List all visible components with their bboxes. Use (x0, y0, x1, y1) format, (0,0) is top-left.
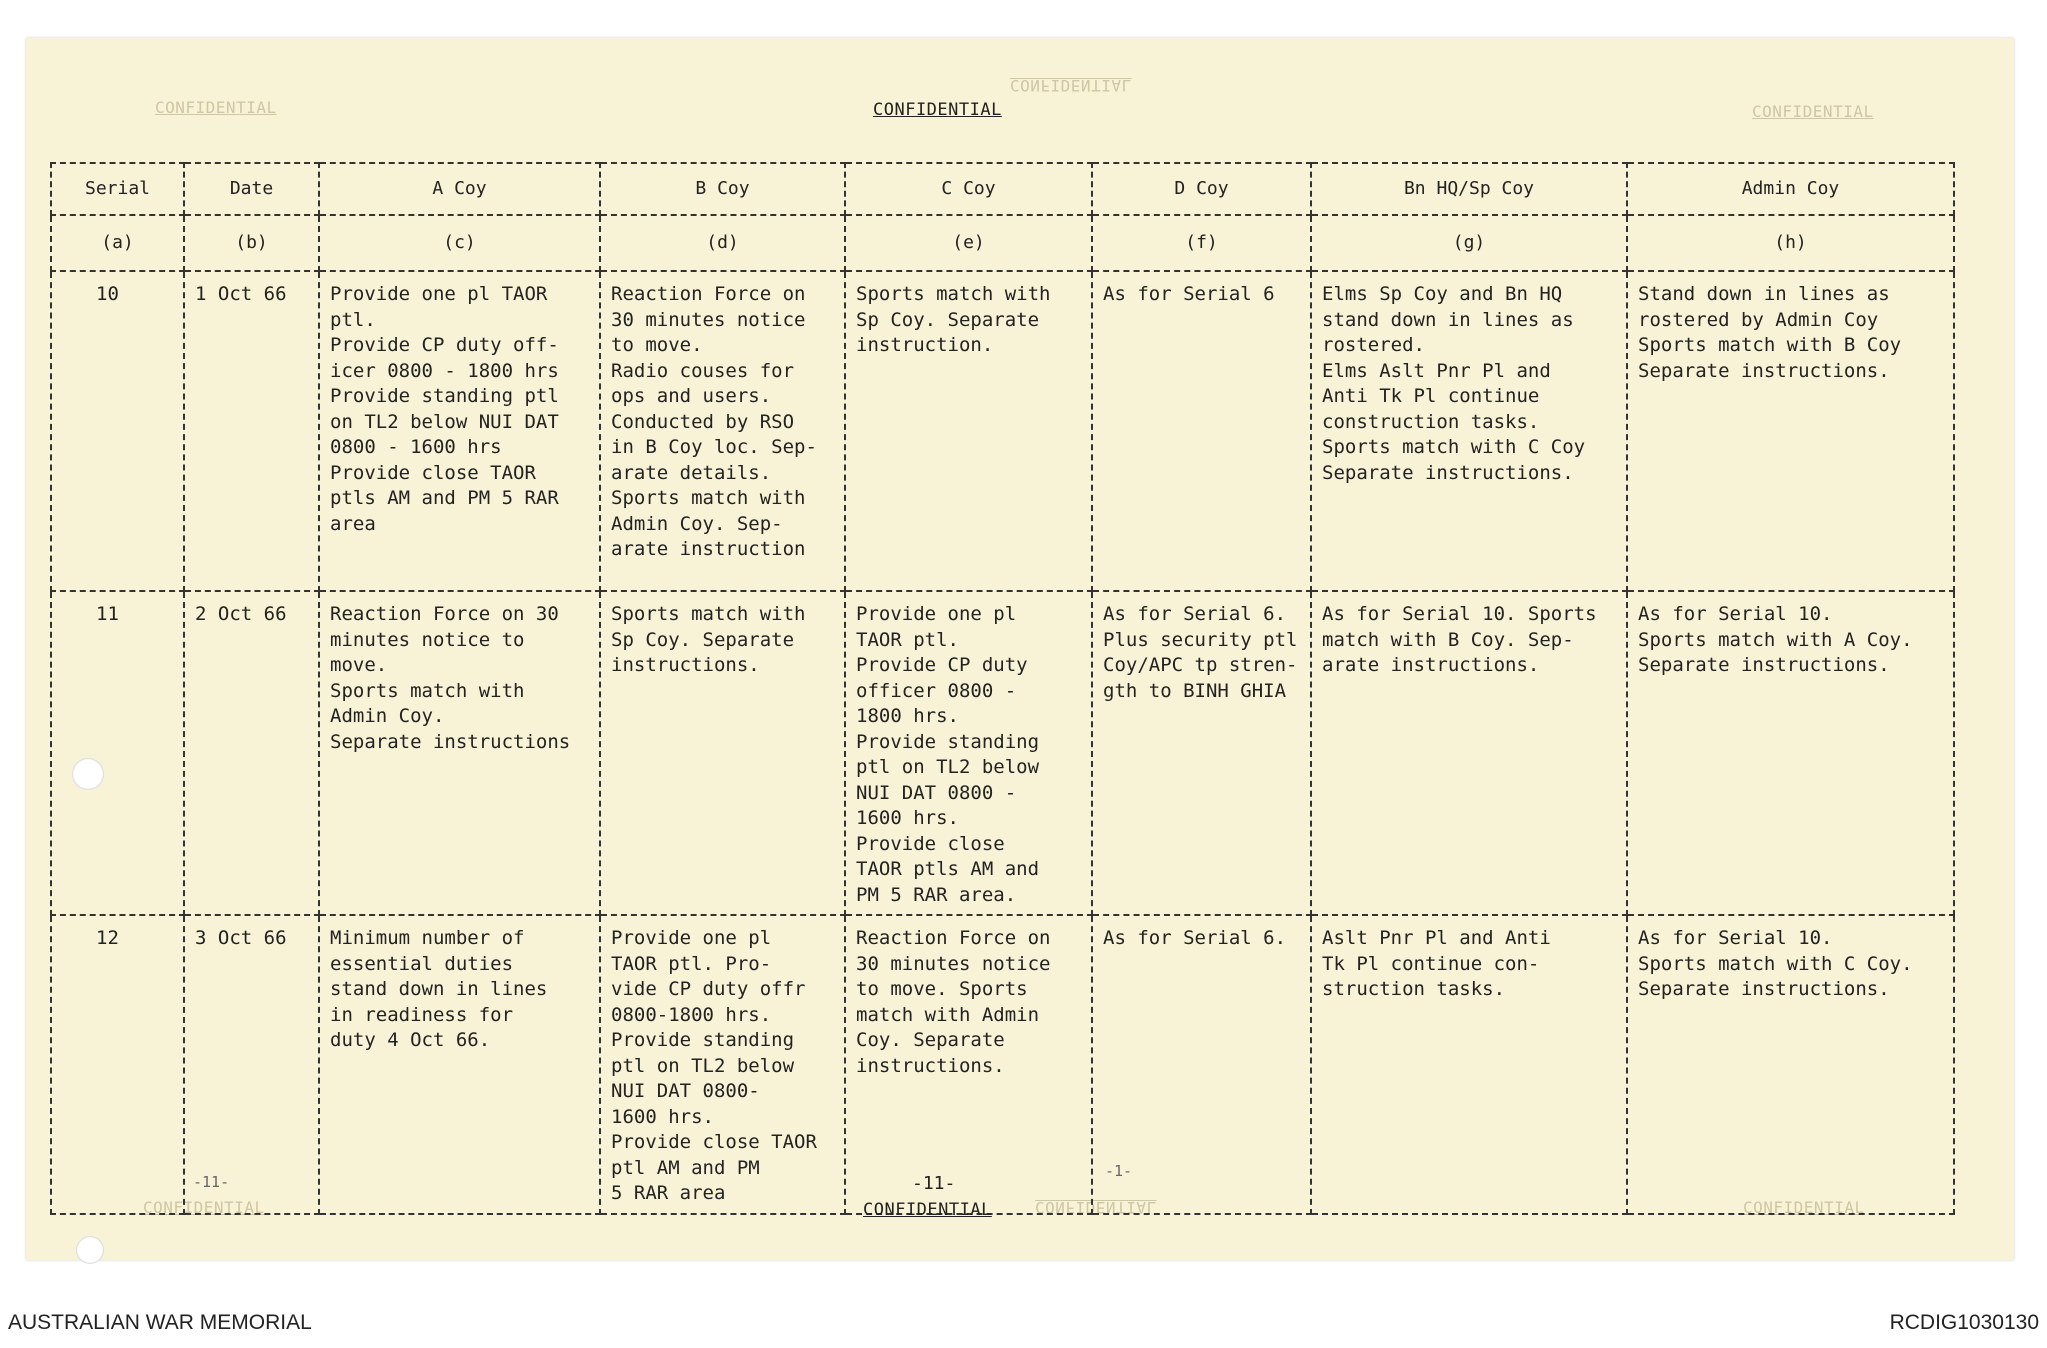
bleed-through-mark: CONFIDENTIAL (1752, 102, 1874, 121)
archive-id: RCDIG1030130 (1889, 1311, 2039, 1334)
column-header: Bn HQ/Sp Coy (1311, 163, 1627, 215)
column-header: Admin Coy (1627, 163, 1954, 215)
bleed-through-mark: CONFIDENTIAL (1010, 76, 1132, 95)
column-letter: (f) (1092, 215, 1311, 271)
bn-hq-sp-coy-cell: Elms Sp Coy and Bn HQ stand down in lines as rostered. Elms Aslt Pnr Pl and Anti Tk Pl continue construction tasks. Sports match with C Coy Separate instructions. (1311, 271, 1627, 591)
serial-cell: 11 (51, 591, 184, 915)
bleed-through-mark: CONFIDENTIAL (143, 1198, 265, 1217)
bn-hq-sp-coy-cell: Aslt Pnr Pl and Anti Tk Pl continue con- struction tasks. (1311, 915, 1627, 1214)
a-coy-cell: Provide one pl TAOR ptl. Provide CP duty off- icer 0800 - 1800 hrs Provide standing ptl on TL2 below NUI DAT 0800 - 1600 hrs Provide close TAOR ptls AM and PM 5 RAR area (319, 271, 600, 591)
column-header-row (51, 163, 1954, 215)
punch-hole (76, 1236, 104, 1264)
column-letter: (b) (184, 215, 319, 271)
c-coy-cell: Sports match with Sp Coy. Separate instruction. (845, 271, 1092, 591)
column-header: Date (184, 163, 319, 215)
column-letter: (e) (845, 215, 1092, 271)
bleed-through-mark: CONFIDENTIAL (1035, 1198, 1157, 1217)
admin-coy-cell: As for Serial 10. Sports match with A Coy. Separate instructions. (1627, 591, 1954, 915)
column-header: A Coy (319, 163, 600, 215)
a-coy-cell: Minimum number of essential duties stand down in lines in readiness for duty 4 Oct 66. (319, 915, 600, 1214)
page-number: -1- (1105, 1162, 1133, 1180)
admin-coy-cell: Stand down in lines as rostered by Admin Coy Sports match with B Coy Separate instructions. (1627, 271, 1954, 591)
d-coy-cell: As for Serial 6. Plus security ptl Coy/APC tp stren- gth to BINH GHIA (1092, 591, 1311, 915)
table-row (51, 591, 1954, 915)
a-coy-cell: Reaction Force on 30 minutes notice to move. Sports match with Admin Coy. Separate instructions (319, 591, 600, 915)
date-cell: 2 Oct 66 (184, 591, 319, 915)
date-cell: 3 Oct 66 (184, 915, 319, 1214)
routine-orders-table (50, 162, 1955, 1215)
column-header: Serial (51, 163, 184, 215)
date-cell: 1 Oct 66 (184, 271, 319, 591)
admin-coy-cell: As for Serial 10. Sports match with C Coy. Separate instructions. (1627, 915, 1954, 1214)
b-coy-cell: Provide one pl TAOR ptl. Pro- vide CP duty offr 0800-1800 hrs. Provide standing ptl on TL2 below NUI DAT 0800- 1600 hrs. Provide close TAOR ptl AM and PM 5 RAR area (600, 915, 845, 1214)
serial-cell: 12 (51, 915, 184, 1214)
serial-cell: 10 (51, 271, 184, 591)
d-coy-cell: As for Serial 6 (1092, 271, 1311, 591)
table-row (51, 271, 1954, 591)
column-letter: (g) (1311, 215, 1627, 271)
column-letter-row (51, 215, 1954, 271)
bleed-through-mark: CONFIDENTIAL (1743, 1198, 1865, 1217)
column-letter: (d) (600, 215, 845, 271)
page-number: -11- (193, 1173, 230, 1191)
table-row (51, 915, 1954, 1214)
c-coy-cell: Provide one pl TAOR ptl. Provide CP duty officer 0800 - 1800 hrs. Provide standing ptl on TL2 below NUI DAT 0800 - 1600 hrs. Provide close TAOR ptls AM and PM 5 RAR area. (845, 591, 1092, 915)
b-coy-cell: Reaction Force on 30 minutes notice to move. Radio couses for ops and users. Conducted by RSO in B Coy loc. Sep- arate details. Sports match with Admin Coy. Sep- arate instruction (600, 271, 845, 591)
column-header: C Coy (845, 163, 1092, 215)
column-header: B Coy (600, 163, 845, 215)
column-letter: (c) (319, 215, 600, 271)
b-coy-cell: Sports match with Sp Coy. Separate instructions. (600, 591, 845, 915)
column-letter: (h) (1627, 215, 1954, 271)
c-coy-cell: Reaction Force on 30 minutes notice to move. Sports match with Admin Coy. Separate instructions. (845, 915, 1092, 1214)
column-header: D Coy (1092, 163, 1311, 215)
archive-credit: AUSTRALIAN WAR MEMORIAL (8, 1311, 312, 1334)
column-letter: (a) (51, 215, 184, 271)
page-number: -11- (912, 1173, 956, 1194)
classification-header: CONFIDENTIAL (873, 100, 1002, 120)
bn-hq-sp-coy-cell: As for Serial 10. Sports match with B Coy. Sep- arate instructions. (1311, 591, 1627, 915)
d-coy-cell: As for Serial 6. (1092, 915, 1311, 1214)
bleed-through-mark: CONFIDENTIAL (155, 98, 277, 117)
classification-footer: CONFIDENTIAL (863, 1200, 992, 1220)
